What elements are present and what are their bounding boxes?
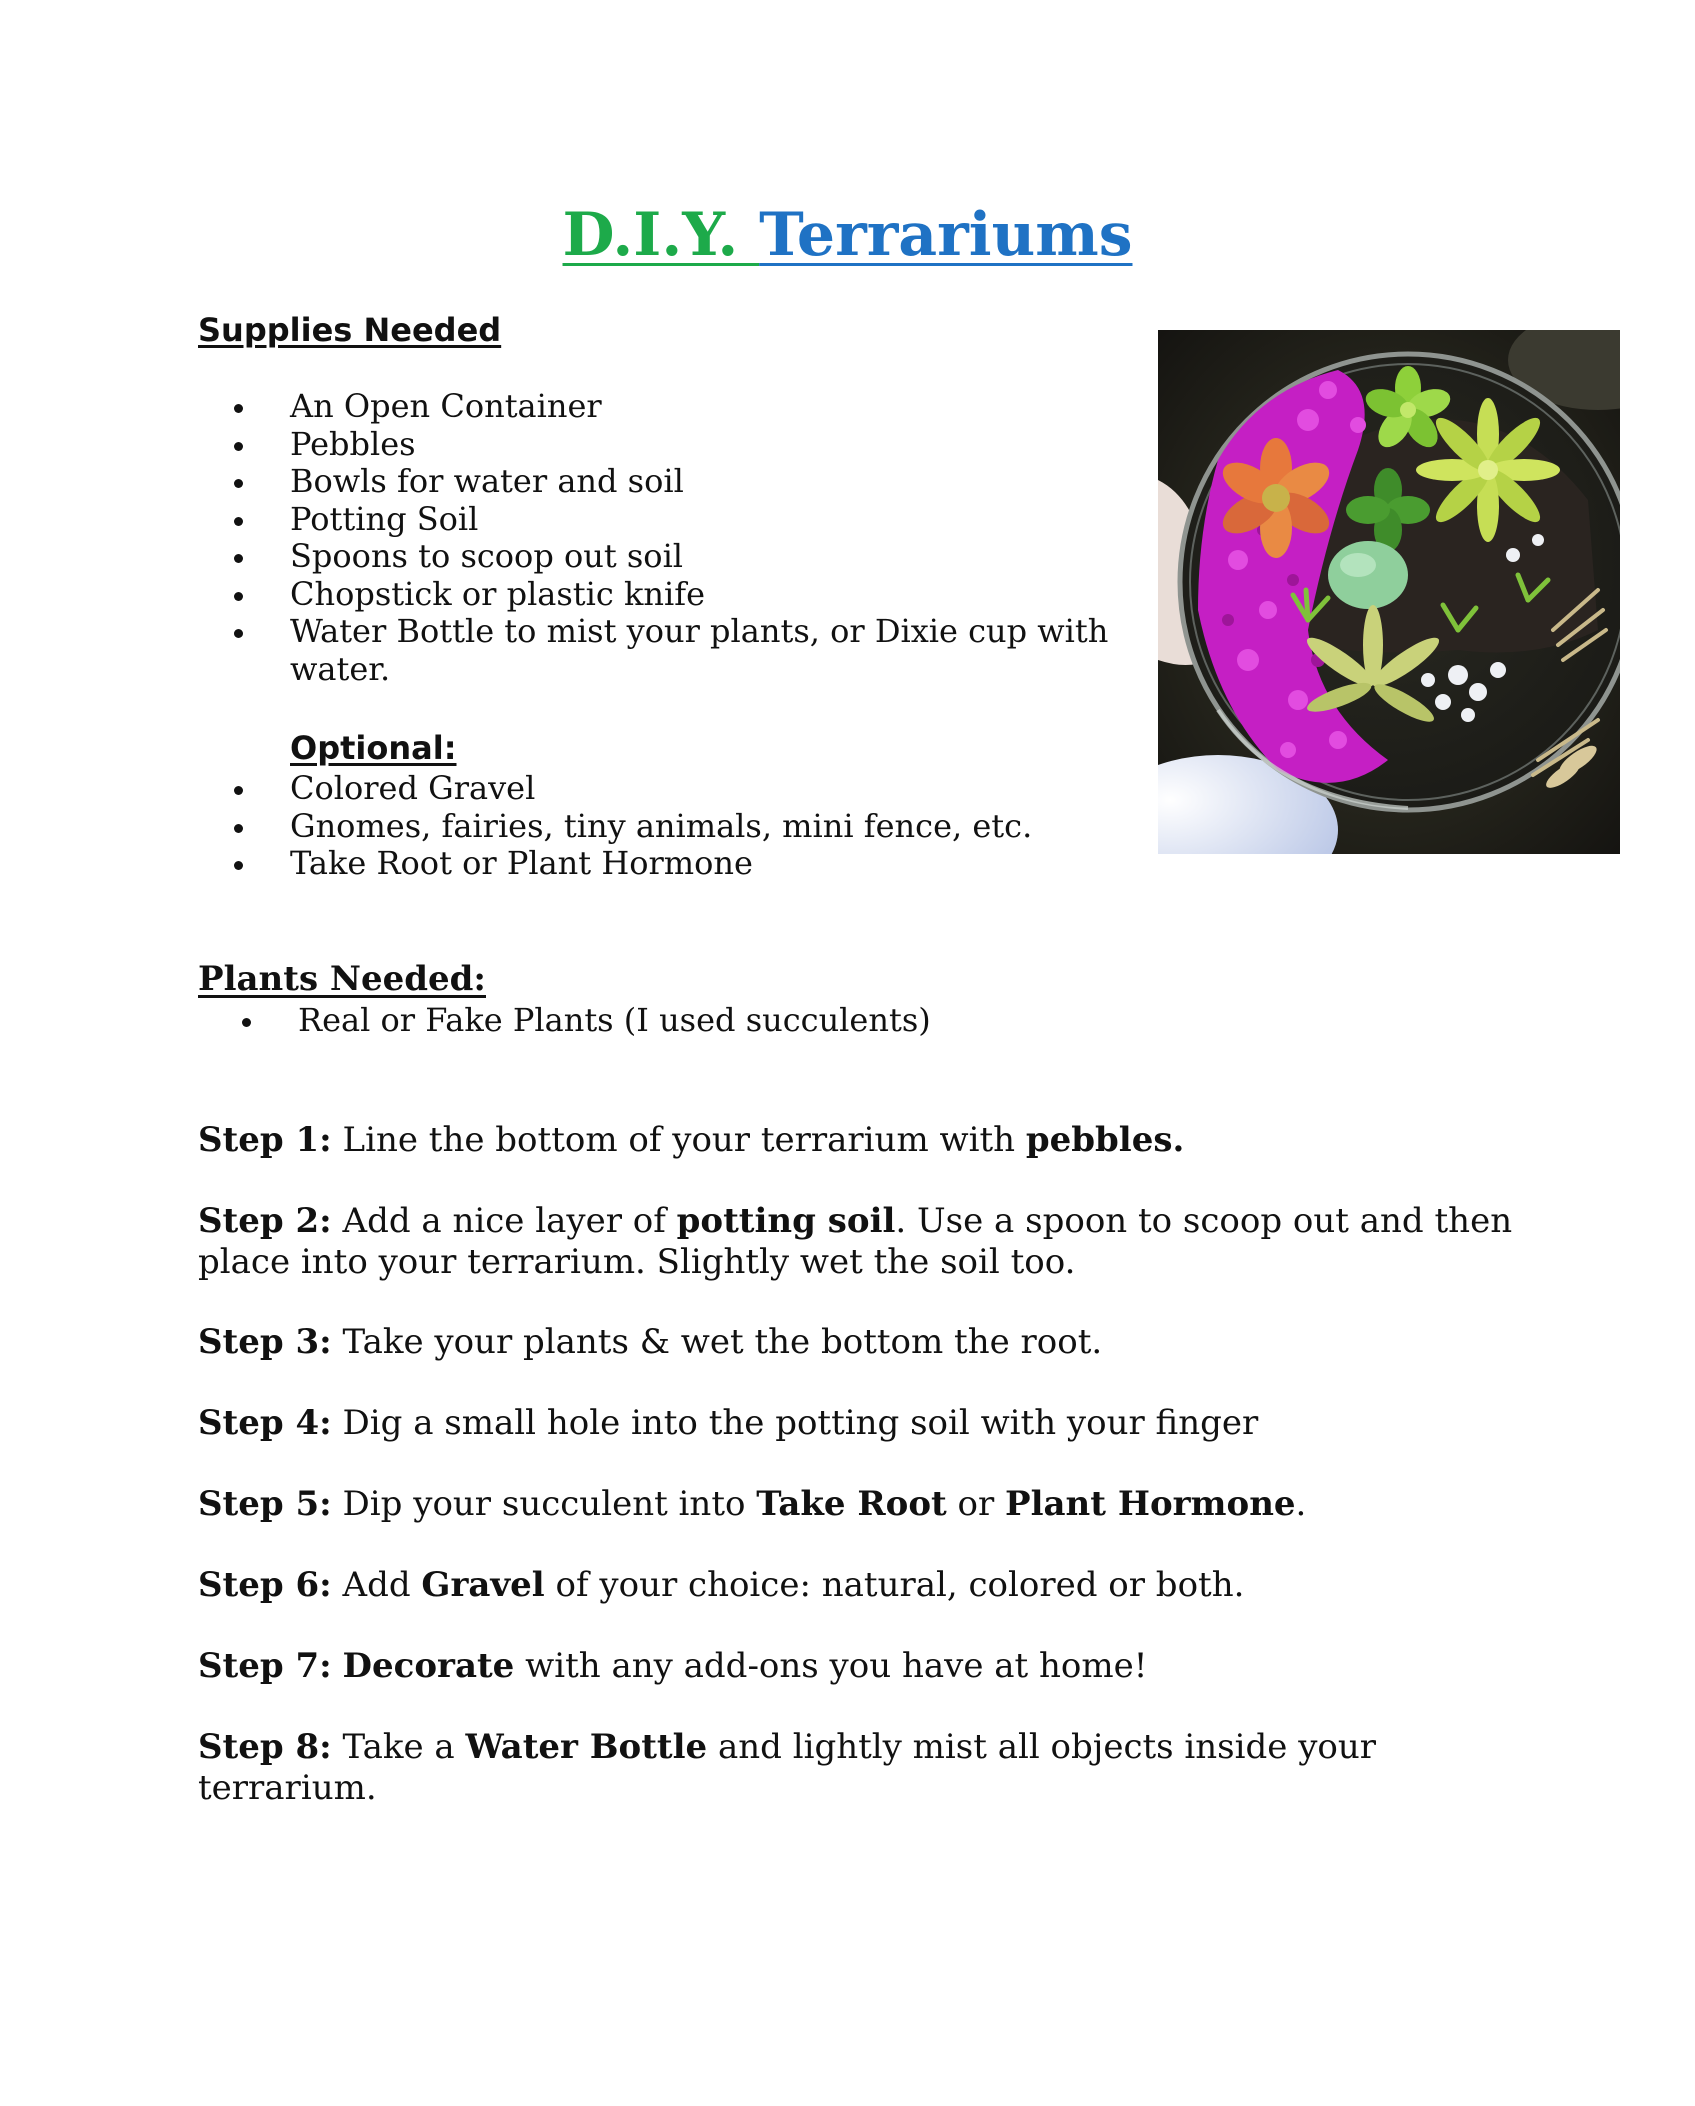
- bullet-icon: [242, 1018, 251, 1027]
- step-4: Step 4: Dig a small hole into the potting soil with your finger: [198, 1403, 1259, 1443]
- optional-heading: Optional:: [290, 729, 457, 767]
- title-part-terrariums: Terrariums: [759, 200, 1133, 270]
- optional-list: [198, 770, 1128, 883]
- list-item: Chopstick or plastic knife: [198, 576, 1128, 614]
- bullet-icon: [234, 786, 243, 795]
- list-item: Bowls for water and soil: [198, 463, 1128, 501]
- list-item: Potting Soil: [198, 501, 1128, 539]
- step-8: Step 8: Take a Water Bottle and lightly mist all objects inside your terrarium.: [198, 1727, 1377, 1808]
- list-item: Spoons to scoop out soil: [198, 538, 1128, 576]
- supplies-list: [198, 388, 1128, 688]
- plants-list: [206, 1002, 1136, 1040]
- bullet-icon: [234, 824, 243, 833]
- page-title: [0, 195, 1695, 275]
- list-item: An Open Container: [198, 388, 1128, 426]
- list-item: Colored Gravel: [198, 770, 1128, 808]
- bullet-icon: [234, 517, 243, 526]
- step-3: Step 3: Take your plants & wet the bottom the root.: [198, 1322, 1103, 1362]
- step-1: Step 1: Line the bottom of your terrarium with pebbles.: [198, 1120, 1185, 1160]
- bullet-icon: [234, 404, 243, 413]
- bullet-icon: [234, 442, 243, 451]
- bullet-icon: [234, 592, 243, 601]
- list-item-continuation: water.: [290, 649, 391, 688]
- list-item: Gnomes, fairies, tiny animals, mini fence, etc.: [198, 808, 1128, 846]
- step-5: Step 5: Dip your succulent into Take Root or Plant Hormone.: [198, 1484, 1307, 1524]
- bullet-icon: [234, 629, 243, 638]
- step-7: Step 7: Decorate with any add-ons you have at home!: [198, 1646, 1148, 1686]
- terrarium-illustration: [1158, 330, 1620, 854]
- bullet-icon: [234, 861, 243, 870]
- list-item: Take Root or Plant Hormone: [198, 845, 1128, 883]
- title-part-diy: D.I.Y.: [562, 200, 760, 270]
- bullet-icon: [234, 479, 243, 488]
- step-2: Step 2: Add a nice layer of potting soil. Use a spoon to scoop out and then place into your terrarium. Slightly wet the soil too.: [198, 1201, 1513, 1282]
- terrarium-photo: [1158, 330, 1620, 854]
- step-6: Step 6: Add Gravel of your choice: natural, colored or both.: [198, 1565, 1245, 1605]
- list-item: Pebbles: [198, 426, 1128, 464]
- bullet-icon: [234, 554, 243, 563]
- list-item: Water Bottle to mist your plants, or Dixie cup with: [198, 613, 1128, 651]
- list-item: Real or Fake Plants (I used succulents): [206, 1002, 1136, 1040]
- plants-heading: Plants Needed:: [198, 959, 486, 999]
- supplies-heading: Supplies Needed: [198, 311, 502, 349]
